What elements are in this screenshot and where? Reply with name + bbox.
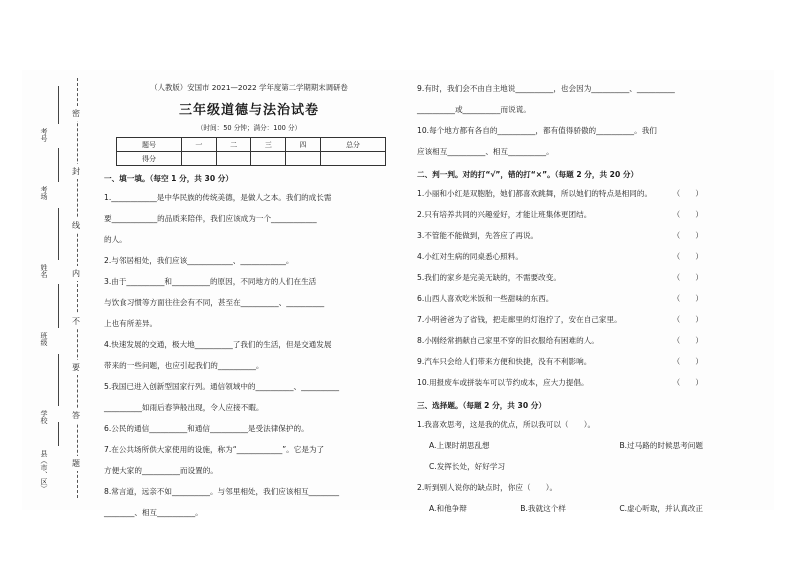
choice-options-row [417,498,707,519]
exam-time-info: （时间：50 分钟；满分：100 分） [196,124,302,132]
judge-item-text: 5.我们的家乡是完美无缺的，不需要改变。 [417,273,561,282]
seal-word: 题 [72,456,80,471]
score-cell[interactable] [182,152,217,166]
choice-option[interactable]: C.虚心听取，并认真改正 [619,504,703,513]
question-line: 6.公民的通信__________和通信__________是受法律保护的。 [104,424,309,433]
judge-item [417,351,707,372]
choice-question: 2.听到别人说你的缺点时，你应（ ）。 [417,483,558,492]
judge-item [417,246,707,267]
answer-parentheses[interactable]: （ ） [672,378,703,387]
judge-item [417,309,707,330]
choice-option[interactable]: B.我就这个样 [520,504,566,513]
choice-option[interactable]: B.过马路的时候思考问题 [619,441,703,450]
seal-word: 封 [72,164,80,179]
judge-item-text: 9.汽车只会给人们带来方便和快捷，没有不利影响。 [417,357,592,366]
question-line: 要____________的品质来陪伴，我们应该成为一个____________ [104,214,317,223]
question-line: 7.在公共场所供大家使用的设施，称为“____________”。它是为了 [104,445,325,454]
choice-option[interactable]: A.和他争辩 [429,504,467,513]
question-line: 1.____________是中华民族的传统美德，是做人之本。我们的成长需 [104,193,332,202]
score-header-cell: 题号 [117,138,182,152]
sidebar-fill-line [58,284,59,328]
judge-item-text: 7.小明爸爸为了省钱，把走廊里的灯泡拧了，安在自己家里。 [417,315,622,324]
seal-word: 不 [72,314,80,329]
sidebar-label-county: 县（市、区） [40,450,48,492]
sidebar-fill-line [58,208,59,260]
question-line: 4.快速发展的交通，极大地__________了我们的生活，但是交通发展 [104,340,332,349]
question-line: ________、相互__________。 [104,508,203,517]
section-2-heading: 二、判一判。对的打“√”，错的打“×”。（每题 2 分，共 20 分） [417,170,639,179]
score-table-header-row [117,138,386,152]
seal-word: 答 [72,408,80,423]
sidebar-fill-line [58,354,59,406]
question-line: 上也有所差异。 [104,319,158,328]
question-line: __________或__________而说谎。 [417,105,531,114]
seal-word: 内 [72,266,80,281]
seal-word: 密 [72,106,80,121]
score-row-label: 得分 [117,152,182,166]
judge-item-text: 6.山西人喜欢吃米饭和一些甜味的东西。 [417,294,554,303]
section-1-heading: 一、填一填。（每空 1 分，共 30 分） [104,174,233,183]
answer-parentheses[interactable]: （ ） [672,252,703,261]
score-cell[interactable] [216,152,251,166]
seal-dashed-line [77,78,78,498]
answer-parentheses[interactable]: （ ） [672,357,703,366]
question-line: 带来的一些问题，也应引起我们的__________。 [104,361,264,370]
question-line: __________如雨后春笋般出现，令人应接不暇。 [104,403,264,412]
exam-subtitle: （人教版）安国市 2021—2022 学年度第二学期期末调研卷 [150,83,348,92]
judge-item [417,372,707,393]
sidebar-label-exam-no: 考号 [40,128,48,142]
choice-question: 1.我喜欢思考，这是我的优点，所以我可以（ ）。 [417,420,596,429]
sidebar-label-class: 班级 [40,332,48,346]
answer-parentheses[interactable]: （ ） [672,231,703,240]
score-cell[interactable] [251,152,286,166]
sidebar-label-school: 学校 [40,410,48,424]
question-line: 5.我国已进入创新型国家行列。通信领域中的__________、__________ [104,382,340,391]
answer-parentheses[interactable]: （ ） [672,294,703,303]
section-3-heading: 三、选择题。（每题 2 分，共 30 分） [417,401,546,410]
judge-item [417,183,707,204]
question-line: 应该相互__________、相互__________。 [417,147,554,156]
sidebar-fill-line [58,148,59,182]
judge-item-text: 8.小刚经常捐献自己家里不穿的旧衣服给有困难的人。 [417,336,599,345]
left-column [104,78,394,523]
score-header-cell: 三 [251,138,286,152]
judge-item [417,330,707,351]
seal-word: 线 [72,218,80,233]
answer-parentheses[interactable]: （ ） [672,273,703,282]
sidebar-fill-line [58,422,59,446]
score-header-cell: 总分 [320,138,385,152]
right-column [417,78,707,519]
choice-option[interactable]: C.发挥长处，好好学习 [429,462,506,471]
binding-strip [22,78,94,498]
score-table-row [117,152,386,166]
question-line: 10.每个地方都有各自的__________，都有值得骄傲的__________。我们 [417,126,657,135]
judge-item [417,288,707,309]
judge-item-text: 4.小红对生病的同桌悉心照料。 [417,252,523,261]
choice-options-row [417,435,707,456]
judge-item [417,225,707,246]
sidebar-label-exam-room: 考场 [40,186,48,200]
question-line: 2.与邻居相处，我们应该____________、____________。 [104,256,294,265]
seal-word: 要 [72,360,80,375]
judge-item-text: 3.不管能不能做到，先答应了再说。 [417,231,539,240]
judge-item-text: 1.小丽和小红是双胞胎，她们都喜欢跳舞，所以她们的特点是相同的。 [417,189,653,198]
judge-item-text: 2.只有培养共同的兴趣爱好，才能让班集体更团结。 [417,210,592,219]
answer-parentheses[interactable]: （ ） [672,315,703,324]
judge-item-text: 10.用报废车或拼装车可以节约成本，应大力提倡。 [417,378,589,387]
question-line: 3.由于__________和__________的原因，不同地方的人们在生活 [104,277,317,286]
score-cell[interactable] [320,152,385,166]
judge-item [417,267,707,288]
score-cell[interactable] [286,152,321,166]
score-header-cell: 二 [216,138,251,152]
question-line: 8.常言道，远亲不如__________。与邻里相处，我们应该相互________ [104,487,340,496]
question-line: 的人。 [104,235,127,244]
choice-option[interactable]: A.上课时胡思乱想 [429,441,490,450]
answer-parentheses[interactable]: （ ） [672,336,703,345]
answer-parentheses[interactable]: （ ） [672,189,703,198]
answer-parentheses[interactable]: （ ） [672,210,703,219]
sidebar-label-name: 姓名 [40,264,48,278]
score-header-cell: 一 [182,138,217,152]
question-line: 与饮食习惯等方面往往会有不同，甚至在__________、__________ [104,298,325,307]
exam-title: 三年级道德与法治试卷 [178,103,319,118]
question-line: 9.有时，我们会不由自主地说__________，也会因为__________、__________ [417,84,675,93]
score-table [116,137,386,166]
sidebar-fill-line [58,86,59,124]
judge-item [417,204,707,225]
score-header-cell: 四 [286,138,321,152]
question-line: 方便大家的__________而设置的。 [104,466,218,475]
